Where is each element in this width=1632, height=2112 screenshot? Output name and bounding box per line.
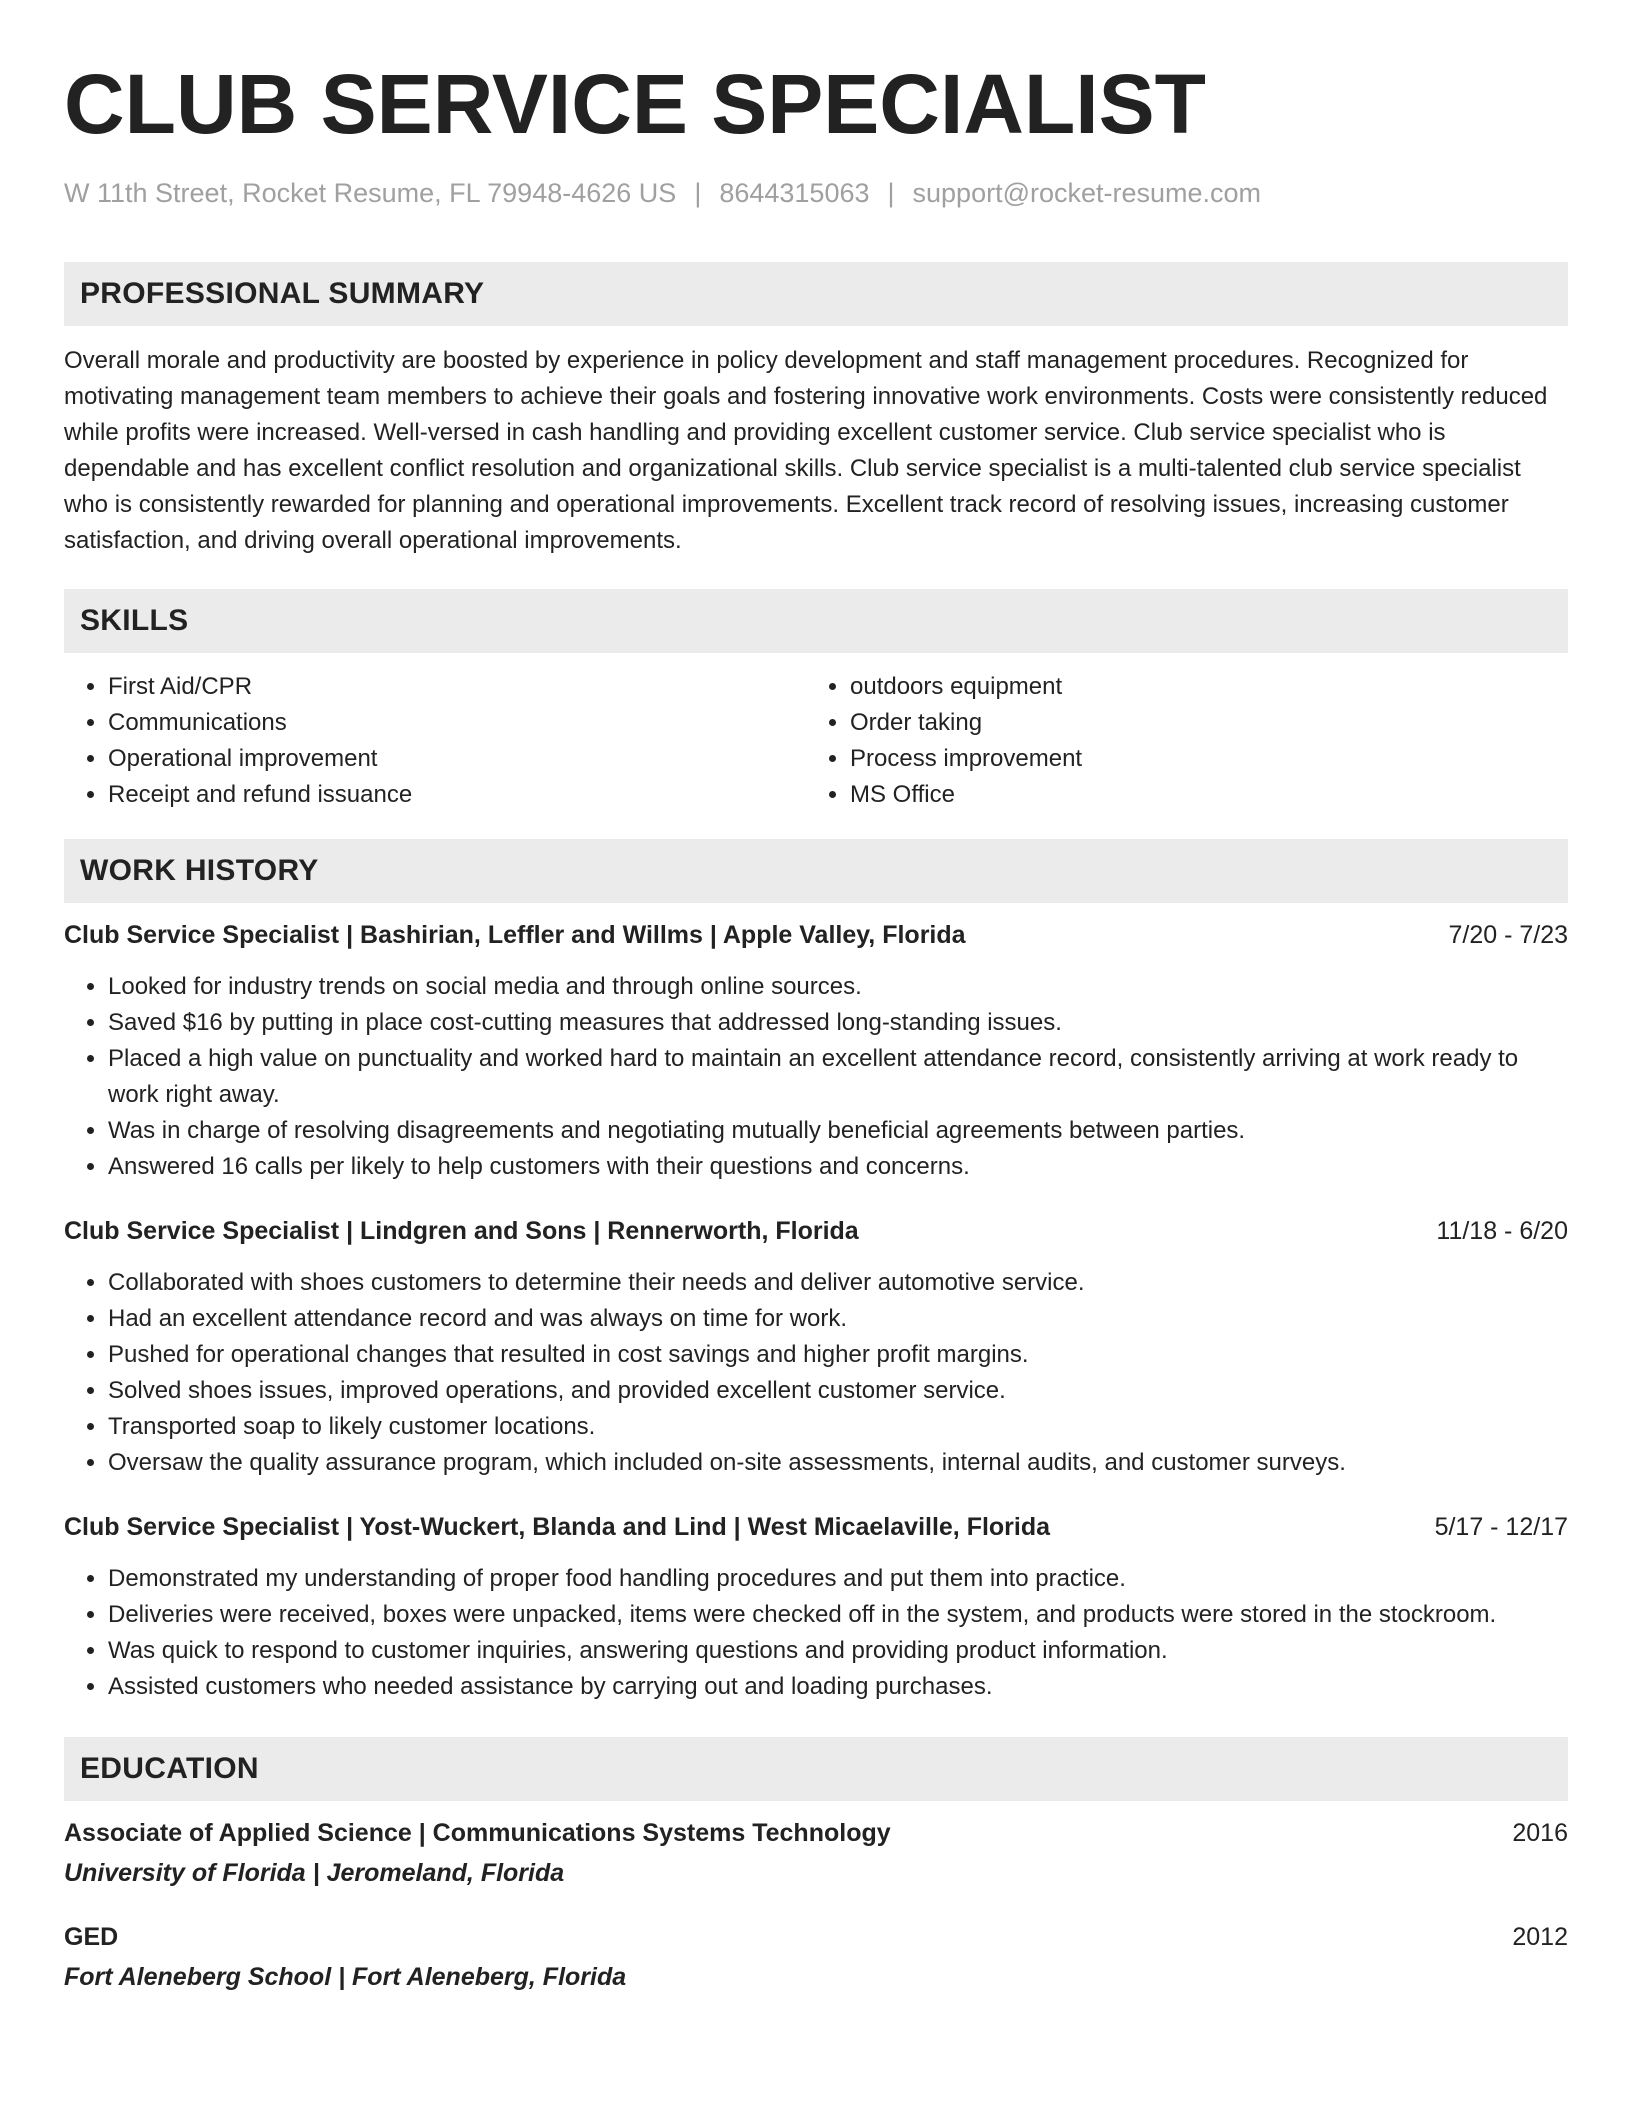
contact-line: [64, 176, 1568, 210]
skill-item: • Communications: [108, 705, 806, 741]
job-bullets: [64, 1265, 1568, 1481]
job-dates: 5/17 - 12/17: [1434, 1513, 1568, 1541]
contact-phone: 8644315063: [719, 178, 870, 208]
summary-heading: PROFESSIONAL SUMMARY: [64, 262, 1568, 326]
job-bullet: • Assisted customers who needed assistance by carrying out and loading purchases.: [108, 1669, 1568, 1705]
skill-item: • Process improvement: [850, 741, 1548, 777]
education-heading: EDUCATION: [64, 1737, 1568, 1801]
education-year: 2016: [1512, 1819, 1568, 1847]
education-school: University of Florida | Jeromeland, Florida: [64, 1859, 565, 1887]
education-degree: Associate of Applied Science | Communications Systems Technology: [64, 1819, 891, 1847]
job-title-row: [64, 1509, 1568, 1545]
job-bullet: • Demonstrated my understanding of proper food handling procedures and put them into practice.: [108, 1561, 1568, 1597]
job-bullet: • Answered 16 calls per likely to help customers with their questions and concerns.: [108, 1149, 1568, 1185]
job-title: Club Service Specialist | Lindgren and Sons | Rennerworth, Florida: [64, 1217, 859, 1245]
education-entry: [64, 1919, 1568, 1995]
job-bullets: [64, 1561, 1568, 1705]
skill-item: • Receipt and refund issuance: [108, 777, 806, 813]
skills-heading: SKILLS: [64, 589, 1568, 653]
job-bullet: • Transported soap to likely customer locations.: [108, 1409, 1568, 1445]
job-title-row: [64, 917, 1568, 953]
contact-separator: |: [887, 178, 895, 208]
job-title: Club Service Specialist | Yost-Wuckert, Blanda and Lind | West Micaelaville, Florida: [64, 1513, 1051, 1541]
job-bullet: • Was in charge of resolving disagreements and negotiating mutually beneficial agreements between parties.: [108, 1113, 1568, 1149]
job-bullet: • Pushed for operational changes that resulted in cost savings and higher profit margins.: [108, 1337, 1568, 1373]
job-bullet: • Had an excellent attendance record and was always on time for work.: [108, 1301, 1568, 1337]
work-history-heading: WORK HISTORY: [64, 839, 1568, 903]
skills-column-left: [64, 669, 806, 813]
education-degree: GED: [64, 1923, 119, 1951]
job-bullet: • Was quick to respond to customer inquiries, answering questions and providing product information.: [108, 1633, 1568, 1669]
skill-item: • MS Office: [850, 777, 1548, 813]
skill-item: • Operational improvement: [108, 741, 806, 777]
contact-address: W 11th Street, Rocket Resume, FL 79948-4626 US: [64, 178, 677, 208]
job-title-row: [64, 1213, 1568, 1249]
job-title: Club Service Specialist | Bashirian, Leffler and Willms | Apple Valley, Florida: [64, 921, 966, 949]
skill-item: • outdoors equipment: [850, 669, 1548, 705]
contact-email: support@rocket-resume.com: [912, 178, 1262, 208]
resume-name: CLUB SERVICE SPECIALIST: [64, 57, 1206, 151]
summary-text: Overall morale and productivity are boosted by experience in policy development and staff management procedures. Recognized for motivating management team members to achieve their goals and fostering innovative work environments. Costs were consistently reduced while profits were increased. Well-versed in cash handling and providing excellent customer service. Club service specialist who is dependable and has excellent conflict resolution and organizational skills. Club service specialist is a multi-talented club service specialist who is consistently rewarded for planning and operational improvements. Excellent track record of resolving issues, increasing customer satisfaction, and driving overall operational improvements.: [64, 347, 1548, 554]
education-entry: [64, 1815, 1568, 1891]
skills-list: [64, 669, 1568, 813]
job-bullet: • Looked for industry trends on social media and through online sources.: [108, 969, 1568, 1005]
job-entry: [64, 917, 1568, 1185]
education-school: Fort Aleneberg School | Fort Aleneberg, Florida: [64, 1963, 627, 1991]
job-entry: [64, 1509, 1568, 1705]
resume-page: [64, 56, 1568, 1995]
education-row: [64, 1815, 1568, 1851]
job-bullet: • Oversaw the quality assurance program, which included on-site assessments, internal audits, and customer surveys.: [108, 1445, 1568, 1481]
job-bullet: • Placed a high value on punctuality and worked hard to maintain an excellent attendance record, consistently arriving at work ready to work right away.: [108, 1041, 1568, 1113]
job-dates: 11/18 - 6/20: [1436, 1217, 1568, 1245]
education-row: [64, 1919, 1568, 1955]
contact-separator: |: [694, 178, 702, 208]
skill-item: • First Aid/CPR: [108, 669, 806, 705]
job-dates: 7/20 - 7/23: [1448, 921, 1568, 949]
job-bullet: • Solved shoes issues, improved operations, and provided excellent customer service.: [108, 1373, 1568, 1409]
education-year: 2012: [1512, 1923, 1568, 1951]
job-bullet: • Collaborated with shoes customers to determine their needs and deliver automotive service.: [108, 1265, 1568, 1301]
job-entry: [64, 1213, 1568, 1481]
skill-item: • Order taking: [850, 705, 1548, 741]
skills-column-right: [806, 669, 1548, 813]
job-bullet: • Deliveries were received, boxes were unpacked, items were checked off in the system, and products were stored in the stockroom.: [108, 1597, 1568, 1633]
job-bullets: [64, 969, 1568, 1185]
job-bullet: • Saved $16 by putting in place cost-cutting measures that addressed long-standing issues.: [108, 1005, 1568, 1041]
